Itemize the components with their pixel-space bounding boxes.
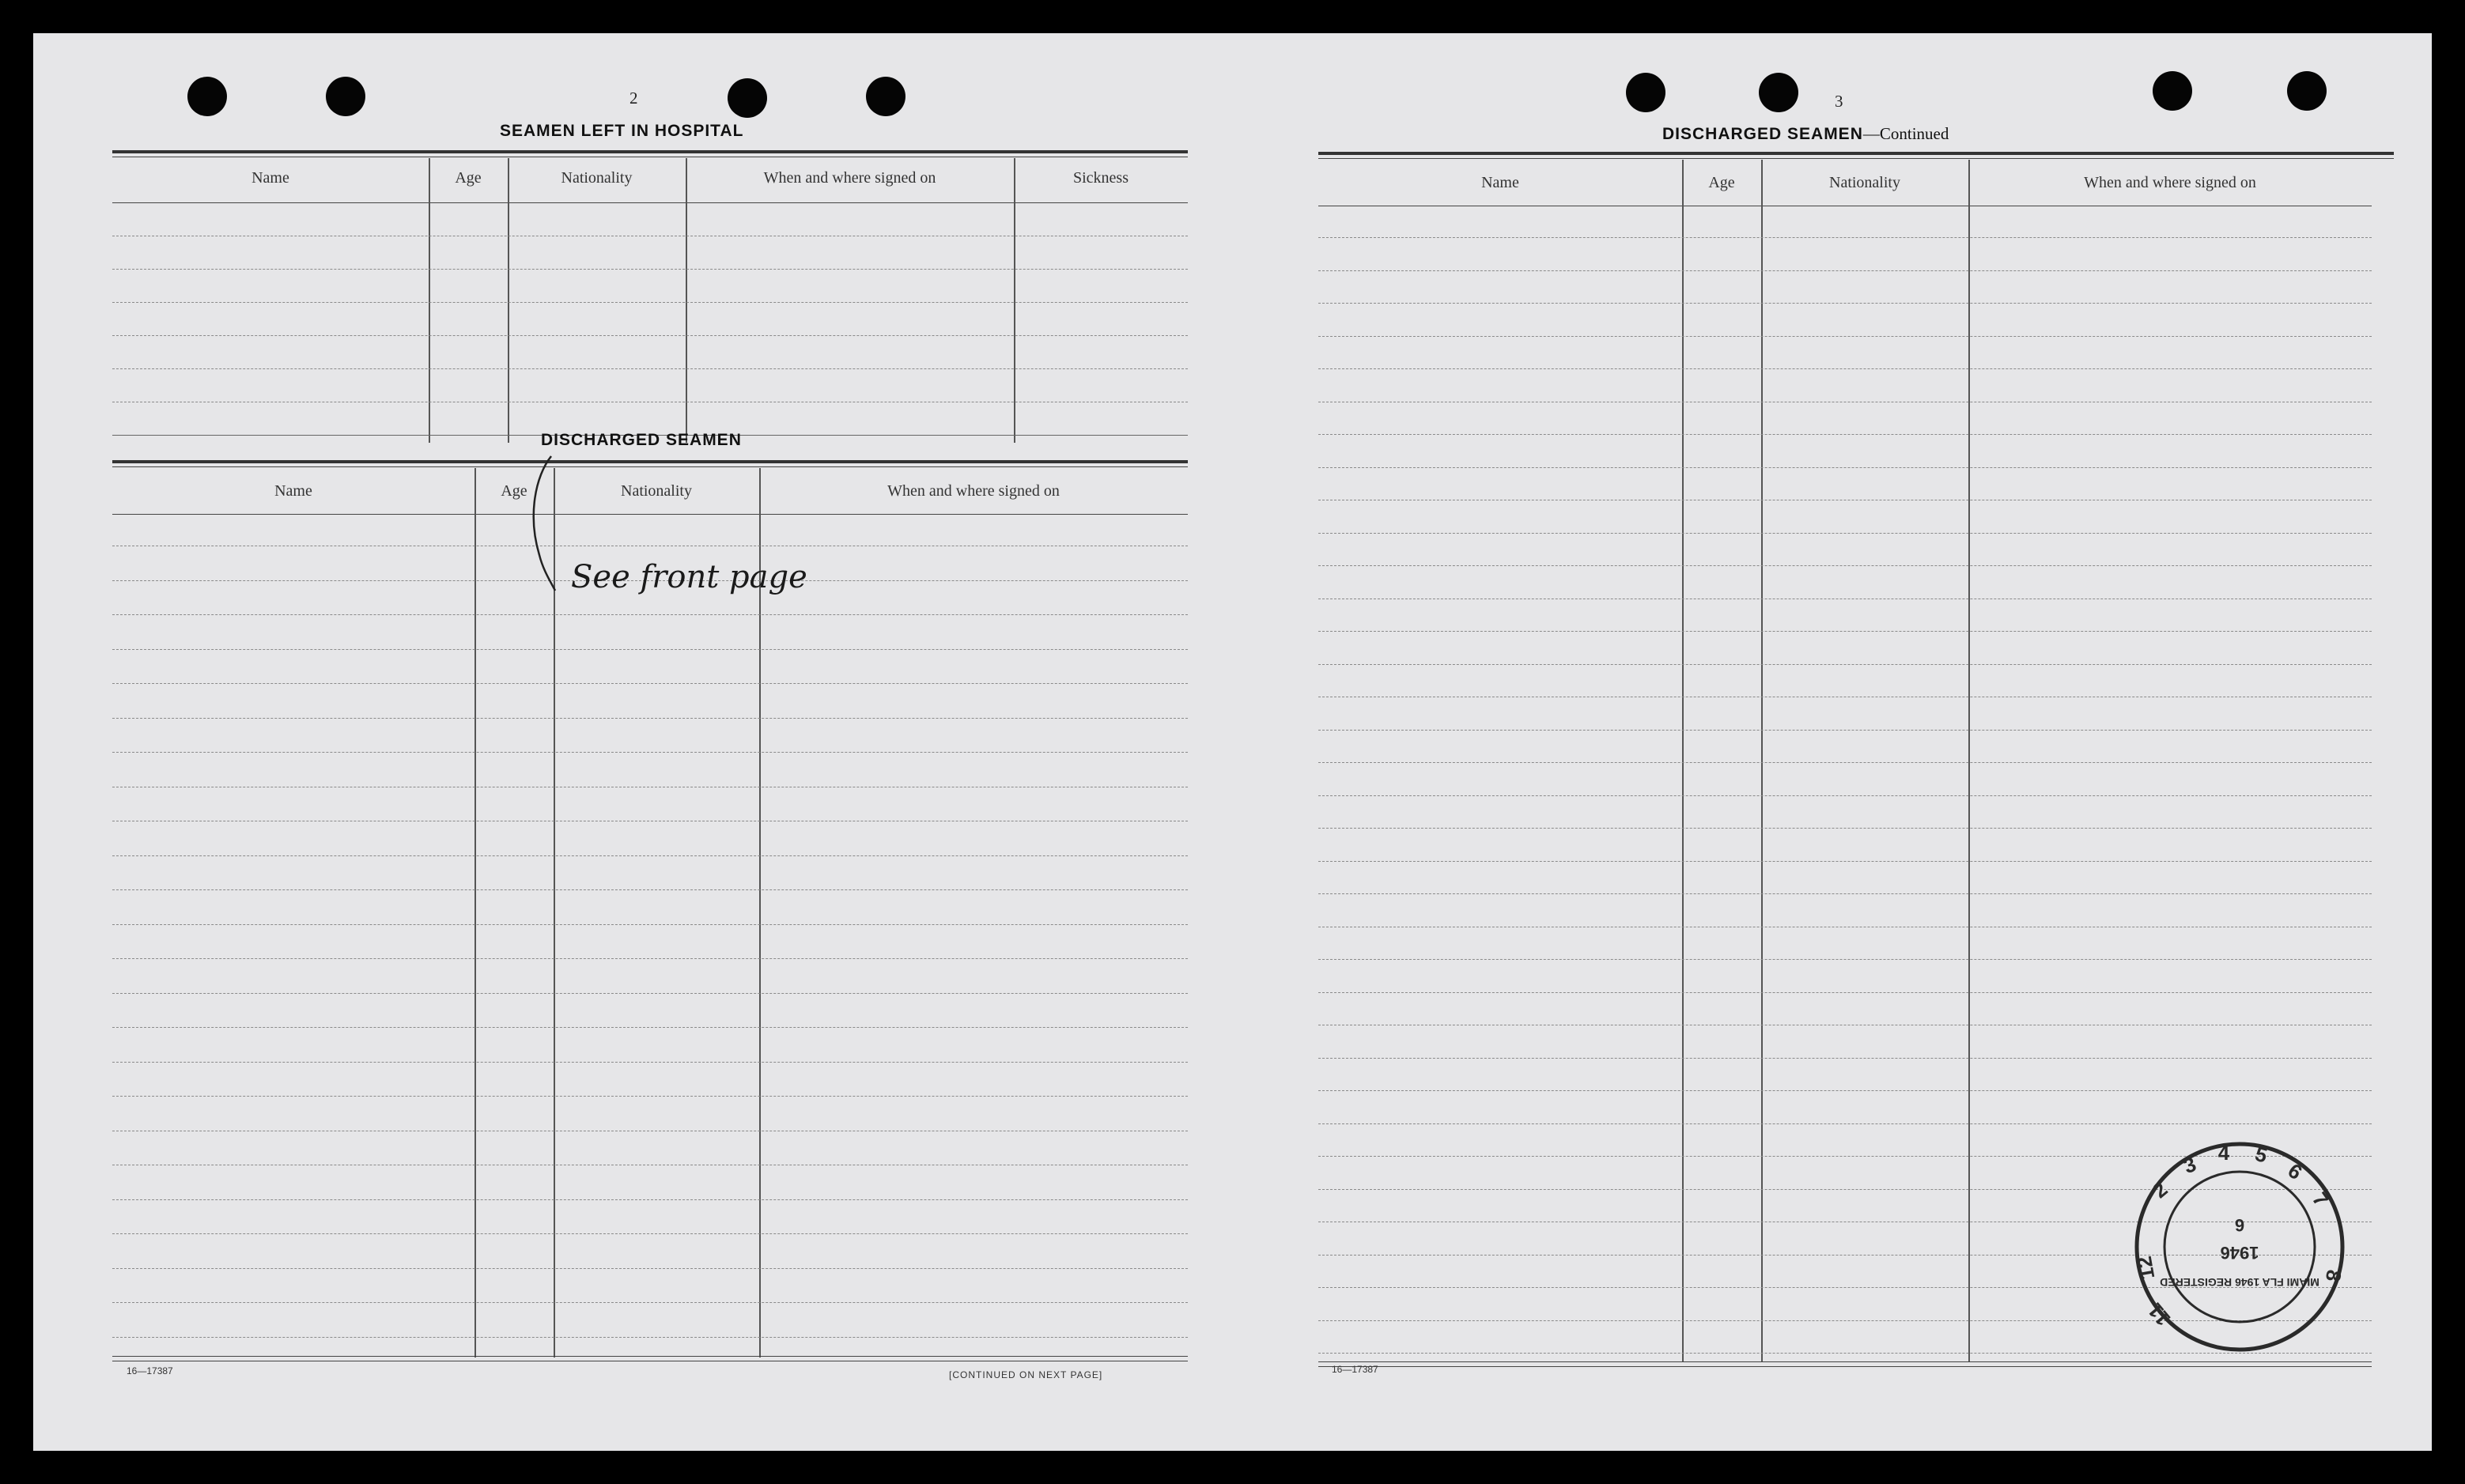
col-header-sickness: Sickness xyxy=(1073,169,1129,187)
svg-text:11: 11 xyxy=(2142,1298,2176,1331)
document-sheet xyxy=(33,33,2432,1451)
col-header-signed-on: When and where signed on xyxy=(2084,174,2256,191)
ruled-row xyxy=(1318,992,2372,993)
punch-hole xyxy=(187,77,227,116)
ruled-row xyxy=(1318,434,2372,435)
col-header-name: Name xyxy=(1481,174,1519,191)
ruled-row xyxy=(1318,1123,2372,1124)
form-number-right: 16—17387 xyxy=(1332,1364,1378,1375)
ruled-row xyxy=(112,1096,1188,1097)
ruled-row xyxy=(1318,368,2372,369)
ruled-row xyxy=(112,1062,1188,1063)
discharged-table-left xyxy=(112,460,1188,1393)
ruled-row xyxy=(112,683,1188,684)
punch-hole xyxy=(866,77,905,116)
col-header-nationality: Nationality xyxy=(621,482,692,500)
handwritten-note: See front page xyxy=(571,559,807,595)
ruled-row xyxy=(1318,861,2372,862)
svg-text:2: 2 xyxy=(2148,1176,2172,1203)
ruled-row xyxy=(112,649,1188,650)
ruled-row xyxy=(112,855,1188,856)
ruled-row xyxy=(1318,959,2372,960)
page-number-right: 3 xyxy=(1835,92,1843,111)
ruled-row xyxy=(1318,664,2372,665)
ruled-row xyxy=(1318,303,2372,304)
ruled-row xyxy=(112,889,1188,890)
registration-stamp xyxy=(2105,1128,2374,1365)
ruled-row xyxy=(1318,1090,2372,1091)
handwriting-bracket xyxy=(527,452,559,610)
col-header-age: Age xyxy=(455,169,482,187)
col-header-age: Age xyxy=(1708,174,1735,191)
form-number-left: 16—17387 xyxy=(127,1365,173,1376)
ruled-row xyxy=(1318,730,2372,731)
punch-hole xyxy=(2287,71,2327,111)
ruled-row xyxy=(112,993,1188,994)
col-header-signed-on: When and where signed on xyxy=(887,482,1060,500)
ruled-row xyxy=(112,1268,1188,1269)
svg-text:7: 7 xyxy=(2307,1188,2334,1211)
ruled-row xyxy=(112,752,1188,753)
ruled-row xyxy=(112,614,1188,615)
right-page-title-suffix: —Continued xyxy=(1862,124,1949,143)
ruled-row xyxy=(112,1337,1188,1338)
continued-note: [CONTINUED ON NEXT PAGE] xyxy=(949,1369,1103,1380)
svg-text:4: 4 xyxy=(2217,1141,2230,1165)
ruled-row xyxy=(112,1199,1188,1200)
ruled-row xyxy=(1318,828,2372,829)
hospital-section-title: SEAMEN LEFT IN HOSPITAL xyxy=(500,122,744,140)
col-header-nationality: Nationality xyxy=(561,169,633,187)
punch-hole xyxy=(326,77,365,116)
col-header-name: Name xyxy=(251,169,289,187)
svg-text:8: 8 xyxy=(2320,1267,2346,1284)
svg-text:3: 3 xyxy=(2180,1151,2199,1179)
col-header-name: Name xyxy=(274,482,312,500)
ruled-row xyxy=(1318,336,2372,337)
right-page-title-text: DISCHARGED SEAMEN xyxy=(1662,125,1863,143)
ruled-row xyxy=(1318,270,2372,271)
page-number-left: 2 xyxy=(629,89,638,108)
col-header-signed-on: When and where signed on xyxy=(763,169,936,187)
ruled-row xyxy=(1318,237,2372,238)
col-header-nationality: Nationality xyxy=(1829,174,1900,191)
ruled-row xyxy=(1318,893,2372,894)
stamp-text: MIAMI FLA 1946 REGISTERED xyxy=(2160,1276,2319,1289)
ruled-row xyxy=(1318,533,2372,534)
discharged-section-title: DISCHARGED SEAMEN xyxy=(541,431,742,449)
svg-text:6: 6 xyxy=(2234,1215,2245,1235)
right-page-title xyxy=(1662,124,1949,144)
ruled-row xyxy=(112,1302,1188,1303)
svg-text:1946: 1946 xyxy=(2220,1243,2259,1263)
svg-text:5: 5 xyxy=(2252,1141,2270,1168)
ruled-row xyxy=(112,924,1188,925)
ruled-row xyxy=(112,1027,1188,1028)
ruled-row xyxy=(1318,467,2372,468)
col-header-age: Age xyxy=(501,482,527,500)
ruled-row xyxy=(1318,762,2372,763)
ruled-row xyxy=(1318,631,2372,632)
svg-text:12: 12 xyxy=(2131,1254,2160,1282)
ruled-row xyxy=(1318,795,2372,796)
svg-text:6: 6 xyxy=(2283,1158,2307,1185)
ruled-row xyxy=(1318,1058,2372,1059)
ruled-row xyxy=(112,718,1188,719)
punch-hole xyxy=(1759,73,1798,112)
punch-hole xyxy=(728,78,767,118)
ruled-row xyxy=(112,1233,1188,1234)
punch-hole xyxy=(2153,71,2192,111)
ruled-row xyxy=(1318,565,2372,566)
hospital-table xyxy=(112,150,1188,444)
ruled-row xyxy=(112,958,1188,959)
punch-hole xyxy=(1626,73,1665,112)
